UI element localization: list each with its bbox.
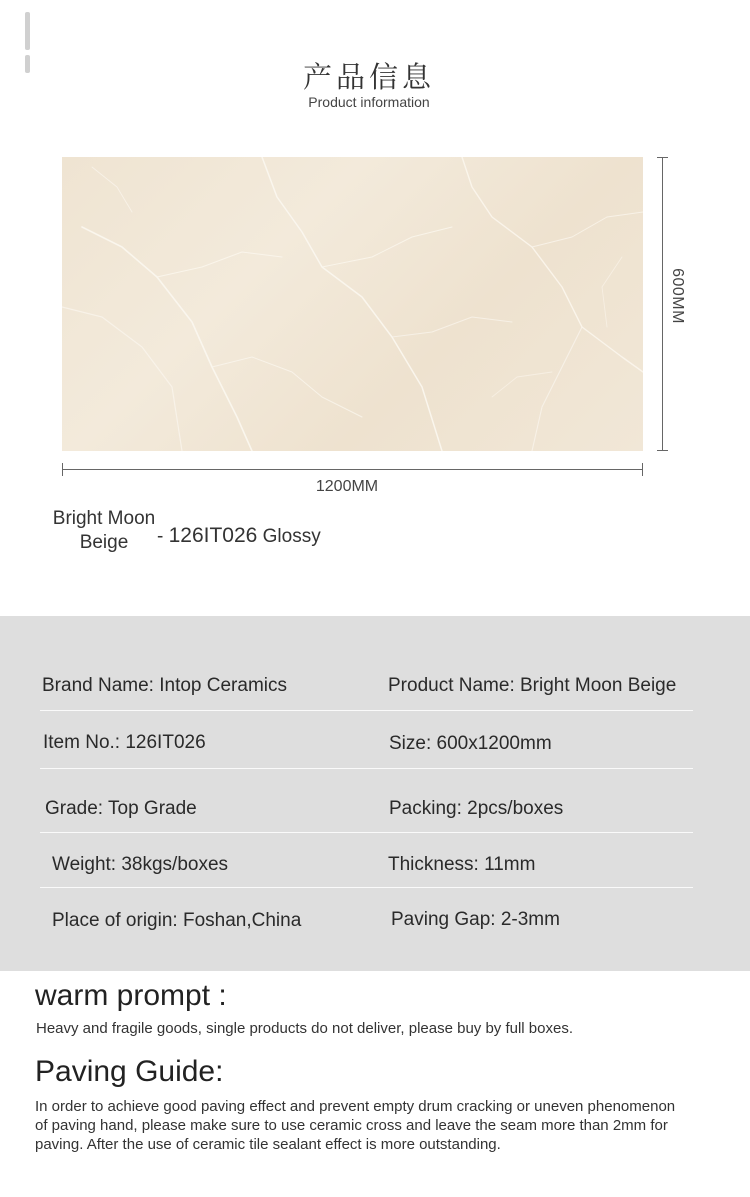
height-dimension-label: 600MM — [669, 268, 686, 324]
section-title-english: Product information — [308, 94, 430, 110]
product-finish: Glossy — [262, 526, 321, 547]
width-dimension-line — [62, 469, 643, 470]
width-dimension-label: 1200MM — [315, 478, 379, 495]
spec-product-name: Product Name: Bright Moon Beige — [388, 675, 677, 696]
product-name-line1: Bright Moon — [52, 508, 156, 529]
tile-image — [62, 157, 643, 451]
paving-guide-heading: Paving Guide: — [35, 1055, 224, 1088]
paving-guide-text — [35, 1097, 675, 1154]
height-dimension-cap-top — [657, 157, 668, 158]
product-code-caption — [157, 524, 321, 548]
spec-divider-4 — [40, 887, 693, 888]
spec-panel — [0, 616, 750, 971]
spec-divider-1 — [40, 710, 693, 711]
product-name-caption — [48, 507, 160, 555]
side-mark-top — [25, 12, 30, 50]
product-code-dash: - — [157, 526, 164, 547]
spec-thickness: Thickness: 11mm — [388, 854, 536, 875]
spec-divider-2 — [40, 768, 693, 769]
paving-guide-line3: paving. After the use of ceramic tile sealant effect is more outstanding. — [35, 1136, 501, 1153]
spec-divider-3 — [40, 832, 693, 833]
section-title-chinese: 产品信息 — [302, 60, 435, 94]
marble-vein-texture — [62, 157, 643, 451]
product-name-line2: Beige — [79, 532, 129, 553]
spec-origin: Place of origin: Foshan,China — [52, 910, 302, 931]
spec-paving-gap: Paving Gap: 2-3mm — [391, 909, 560, 930]
warm-prompt-heading: warm prompt : — [35, 979, 227, 1012]
paving-guide-line1: In order to achieve good paving effect and prevent empty drum cracking or uneven phenomenon — [35, 1098, 676, 1115]
spec-brand: Brand Name: Intop Ceramics — [42, 675, 287, 696]
spec-size: Size: 600x1200mm — [389, 733, 552, 754]
width-dimension-cap-left — [62, 463, 63, 476]
product-code: 126IT026 — [168, 524, 258, 547]
spec-item-no: Item No.: 126IT026 — [43, 732, 206, 753]
height-dimension-line — [662, 157, 663, 451]
spec-packing: Packing: 2pcs/boxes — [389, 798, 564, 819]
warm-prompt-text: Heavy and fragile goods, single products do not deliver, please buy by full boxes. — [36, 1020, 573, 1037]
width-dimension-cap-right — [642, 463, 643, 476]
spec-weight: Weight: 38kgs/boxes — [52, 854, 229, 875]
spec-grade: Grade: Top Grade — [45, 798, 197, 819]
height-dimension-cap-bottom — [657, 450, 668, 451]
paving-guide-line2: of paving hand, please make sure to use ceramic cross and leave the seam more than 2mm for — [35, 1117, 668, 1134]
